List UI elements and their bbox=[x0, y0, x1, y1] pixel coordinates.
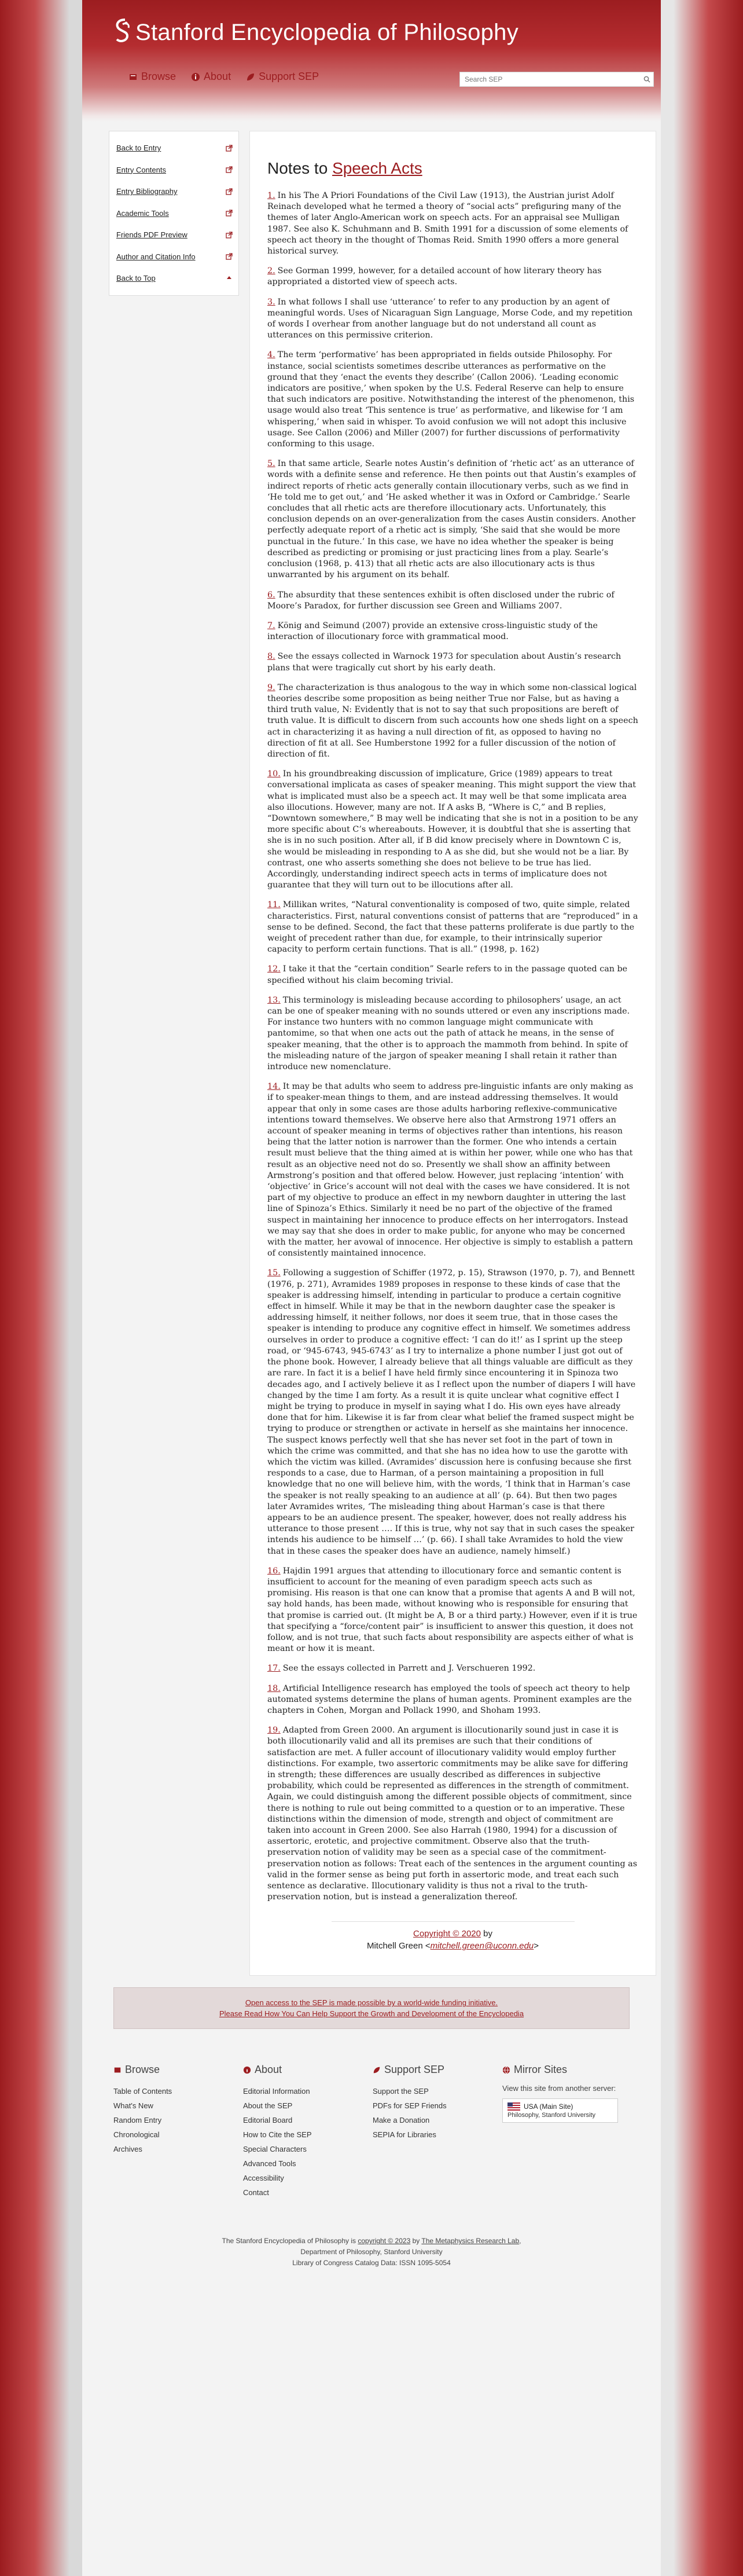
note-item bbox=[267, 590, 638, 612]
note-item bbox=[267, 995, 638, 1073]
note-text: In that same article, Searle notes Austin’s definition of ‘rhetic act’ as an utterance of words with a definite sense and reference. He then points out that Austin’s examples of indirect reports of rhetic acts generally contain illocutionary verbs, such as we find in ‘He told me to get out,’ and ‘He asked whether it was in Oxford or Cambridge.’ Searle concludes that all rhetic acts are therefore illocutionary acts. Unfortunately, this conclusion depends on an over-generalization from the cases Austin considers. Another perfectly adequate report of a rhetic act is simply, ‘She said that she would be more punctual in the future.’ In this case, we have no idea whether the speaker is being described as predicting or promising or just practicing lines from a play. Searle’s conclusion (1968, p. 413) that all rhetic acts are also illocutionary acts is thus unwarranted by his argument on its behalf. bbox=[267, 459, 636, 580]
note-text: This terminology is misleading because according to philosophers’ usage, an act can be one of speaker meaning with no sounds uttered or even any inscriptions made. For instance two hunters with no common language might communicate with pantomime, so that when one acts out the path of attack he means, in the sense of speaker meaning, that the other is to approach the mammoth from behind. In spite of the misleading nature of the jargon of speaker meaning I shall retain it rather than introduce new nomenclature. bbox=[267, 995, 630, 1072]
us-flag-icon bbox=[507, 2102, 520, 2111]
nav-about[interactable] bbox=[191, 71, 231, 83]
note-text: The term ‘performative’ has been appropriated in fields outside Philosophy. For instance, social scientists sometimes describe utterances as performative on the ground that they ‘enact the events they describe’ (Callon 2006). ‘Leading economic indicators are positive,’ when spoken by the U.S. Federal Reserve can help to ensure that such indicators are positive. Notwithstanding the interest of the phenomenon, this usage would also treat ‘This sentence is true’ as performative, and likewise for ‘I am whispering,’ when said in whisper. To avoid confusion we will not adopt this inclusive usage. See Callon (2006) and Miller (2007) for further discussions of performativity conforming to this usage. bbox=[267, 350, 635, 449]
sidebar-item-academic-tools[interactable] bbox=[115, 203, 233, 225]
footer-link-chronological[interactable]: Chronological bbox=[113, 2130, 160, 2140]
note-item bbox=[267, 900, 638, 955]
notes-list bbox=[267, 190, 638, 1903]
globe-icon bbox=[502, 2066, 510, 2074]
support-growth-link[interactable]: Please Read How You Can Help Support the Growth and Development of the Encyclopedia bbox=[219, 2009, 524, 2019]
note-item bbox=[267, 266, 638, 288]
external-link-icon bbox=[226, 210, 233, 216]
footer-col-support bbox=[373, 2064, 502, 2200]
leaf-icon bbox=[246, 72, 255, 82]
funding-initiative-link[interactable]: Open access to the SEP is made possible by a world-wide funding initiative. bbox=[245, 1998, 498, 2008]
footer-link-support-the-sep[interactable]: Support the SEP bbox=[373, 2087, 429, 2096]
external-link-icon bbox=[226, 188, 233, 195]
note-item bbox=[267, 350, 638, 450]
page-title bbox=[267, 159, 638, 178]
footer-browse-label: Browse bbox=[125, 2064, 160, 2076]
credits-issn: Library of Congress Catalog Data: ISSN 1095-5054 bbox=[292, 2259, 451, 2267]
credits-prefix: The Stanford Encyclopedia of Philosophy is bbox=[222, 2237, 358, 2245]
footer-link-archives[interactable]: Archives bbox=[113, 2145, 142, 2154]
search-icon bbox=[643, 76, 650, 83]
credits-divider bbox=[332, 1921, 575, 1922]
note-item bbox=[267, 458, 638, 581]
sidebar-item-entry-contents[interactable] bbox=[115, 159, 233, 181]
note-text: See the essays collected in Warnock 1973 for speculation about Austin’s research plans that were tragically cut short by his early death. bbox=[267, 652, 621, 673]
sidebar-item-label: Friends PDF Preview bbox=[116, 230, 187, 240]
footer-link-make-donation[interactable]: Make a Donation bbox=[373, 2116, 430, 2125]
credits-comma: , bbox=[519, 2237, 521, 2245]
sidebar-item-back-to-entry[interactable] bbox=[115, 137, 233, 159]
page bbox=[82, 0, 661, 2576]
note-item bbox=[267, 1663, 638, 1674]
footer-link-whats-new[interactable]: What's New bbox=[113, 2101, 153, 2111]
note-text: In his The A Priori Foundations of the Civil Law (1913), the Austrian jurist Adolf Reinach developed what he termed a theory of “social acts” prefiguring many of the themes of later Anglo-American work on speech acts. For an appraisal see Mulligan 1987. See also K. Schuhmann and B. Smith 1991 for a discussion of some elements of speech act theory in the thought of Thomas Reid. Smith 1990 offers a more general historical survey. bbox=[267, 191, 628, 256]
note-number-link[interactable]: 2. bbox=[267, 266, 275, 276]
search-button[interactable] bbox=[641, 73, 653, 86]
footer-link-how-to-cite[interactable]: How to Cite the SEP bbox=[243, 2130, 312, 2140]
note-text: See Gorman 1999, however, for a detailed account of how literary theory has appropriated a distorted view of speech acts. bbox=[267, 266, 602, 287]
note-item bbox=[267, 1725, 638, 1903]
book-icon bbox=[113, 2066, 122, 2074]
mirror-selected-label: USA (Main Site) bbox=[524, 2102, 573, 2111]
footer-mirror-label: Mirror Sites bbox=[514, 2064, 568, 2076]
footer-link-sepia-libraries[interactable]: SEPIA for Libraries bbox=[373, 2130, 436, 2140]
footer-link-advanced-tools[interactable]: Advanced Tools bbox=[243, 2159, 296, 2168]
sidebar-item-entry-bibliography[interactable] bbox=[115, 181, 233, 203]
note-text: See the essays collected in Parrett and J. Verschueren 1992. bbox=[282, 1664, 536, 1674]
note-item bbox=[267, 621, 638, 643]
info-icon bbox=[191, 72, 200, 82]
footer-browse-heading bbox=[113, 2064, 243, 2076]
footer-col-browse bbox=[113, 2064, 243, 2200]
sep-logo-icon bbox=[112, 17, 133, 47]
footer-support-heading bbox=[373, 2064, 502, 2076]
footer-link-contact[interactable]: Contact bbox=[243, 2188, 269, 2197]
entry-title-link[interactable]: Speech Acts bbox=[332, 159, 422, 177]
note-item bbox=[267, 1268, 638, 1557]
nav-about-label: About bbox=[204, 71, 231, 82]
note-number-link[interactable]: 15. bbox=[267, 1268, 281, 1278]
sidebar-item-label: Entry Contents bbox=[116, 165, 166, 174]
footer-link-editorial-board[interactable]: Editorial Board bbox=[243, 2116, 293, 2125]
credits-copyright-link[interactable]: copyright © 2023 bbox=[358, 2237, 411, 2245]
note-item bbox=[267, 769, 638, 891]
note-number-link[interactable]: 5. bbox=[267, 459, 275, 469]
nav-support[interactable] bbox=[246, 71, 319, 83]
footer-link-special-characters[interactable]: Special Characters bbox=[243, 2145, 307, 2154]
note-item bbox=[267, 297, 638, 342]
sidebar-item-label: Entry Bibliography bbox=[116, 187, 178, 196]
site-credits bbox=[82, 2236, 661, 2303]
sidebar-item-label: Academic Tools bbox=[116, 208, 169, 218]
nav-browse[interactable] bbox=[128, 71, 176, 83]
external-link-icon bbox=[226, 145, 233, 152]
site-logo[interactable] bbox=[112, 17, 518, 47]
info-icon bbox=[243, 2066, 251, 2074]
site-footer bbox=[113, 2064, 661, 2200]
mirror-note: View this site from another server: bbox=[502, 2084, 616, 2093]
sidebar-item-label: Back to Entry bbox=[116, 144, 161, 153]
external-link-icon bbox=[226, 232, 233, 238]
nav-browse-label: Browse bbox=[141, 71, 176, 82]
nav-support-label: Support SEP bbox=[259, 71, 319, 82]
support-banner bbox=[113, 1987, 630, 2029]
site-title: Stanford Encyclopedia of Philosophy bbox=[135, 19, 519, 45]
page-title-prefix: Notes to bbox=[267, 159, 333, 177]
note-text: König and Seimund (2007) provide an extensive cross-linguistic study of the interaction of illocutionary force with grammatical mood. bbox=[267, 621, 598, 642]
note-item bbox=[267, 964, 638, 986]
note-text: Adapted from Green 2000. An argument is illocutionarily sound just in case it is both illocutionarily valid and all its premises are such that their conditions of satisfaction are met. A fuller account of illocutionary validity would employ further distinctions. For example, two assertoric commitments may be alike save for differing in strength; these differences are usually described as differences in subjective probability, which could be represented as differences in the strength of commitment. Again, we could distinguish among the different possible objects of commitment, since there is nothing to rule out being committed to a question or to an imperative. These distinctions within the dimension of mode, strength and object of commitment are taken into account in Green 2000. See also Harrah (1980, 1994) for a discussion of assertoric, erotetic, and projective commitment. Observe also that the truth-preservation notion of validity may be seen as a special case of the commitment-preservation notion as follows: Treat each of the sentences in the argument counting as valid in the former sense as being put forth in assertoric mode, and treat each such sentence as declarative. Illocutionary validity is thus not a rival to the truth-preservation notion, but is instead a generalization thereof. bbox=[267, 1726, 638, 1902]
note-item bbox=[267, 1081, 638, 1259]
credits-by: by bbox=[410, 2237, 422, 2245]
note-text: The characterization is thus analogous to the way in which some non-classical logical theories describe some proposition as being neither True nor False, but as having a third truth value, N: Evidently that is not to say that such propositions are bereft of truth value. It is difficult to discern from such accounts how one sheds light on a speech act in characterizing it as having a null direction of fit, as opposed to having no direction of fit at all. See Humberstone 1992 for a fuller discussion of the notion of direction of fit. bbox=[267, 682, 638, 759]
copyright-by: by bbox=[480, 1929, 492, 1939]
note-number-link[interactable]: 8. bbox=[267, 652, 275, 662]
external-link-icon bbox=[226, 166, 233, 173]
footer-link-about-the-sep[interactable]: About the SEP bbox=[243, 2101, 293, 2111]
note-text: In his groundbreaking discussion of implicature, Grice (1989) appears to treat conversational implicata as cases of speaker meaning. This might support the view that what is implicated must also be a speech act. It may well be that some implicata area also illocutions. However, many are not. If A asks B, “Where is C,” and B replies, “Downtown somewhere,” B may well be indicating that she is not in a position to be any more specific about C’s whereabouts. However, it is doubtful that she is asserting that she is in no such position. After all, if B did know precisely where in Downtown C is, she would be misleading in responding to A as she did, but she would not be a liar. By contrast, one who asserts something she does not believe to be true has lied. Accordingly, understanding indirect speech acts in terms of implicature does not guarantee that they will turn out to be illocutions after all. bbox=[267, 769, 638, 890]
note-text: The absurdity that these sentences exhibit is often disclosed under the rubric of Moore’s Paradox, for further discussion see Green and Williams 2007. bbox=[267, 590, 615, 611]
note-number-link[interactable]: 16. bbox=[267, 1566, 281, 1576]
note-number-link[interactable]: 1. bbox=[267, 191, 275, 200]
note-number-link[interactable]: 17. bbox=[267, 1664, 281, 1674]
note-number-link[interactable]: 7. bbox=[267, 621, 275, 630]
footer-support-label: Support SEP bbox=[384, 2064, 445, 2076]
note-item bbox=[267, 190, 638, 257]
note-text: Hajdin 1991 argues that attending to illocutionary force and semantic content is insufficient to account for the meaning of even paradigm speech acts such as promising. His reason is that one can know that a promise that agents A and B will not, say hold hands, has been made, without knowing who is responsible for ensuring that that promise is carried out. (It might be A, B or a third party.) However, even if it is true that specifying a “force/content pair” is insufficient to answer this question, it does not follow, and is not true, that such facts about responsibility are aspects either of what is meant or how it is meant. bbox=[267, 1566, 638, 1654]
footer-about-heading bbox=[243, 2064, 373, 2076]
note-text: In what follows I shall use ‘utterance’ to refer to any production by an agent of meaningful words. Uses of Nicaraguan Sign Language, Morse Code, and my repetition of words I overhear from another language but do not understand all count as utterances on this permissive criterion. bbox=[267, 297, 633, 340]
mirror-selected-sub: Philosophy, Stanford University bbox=[507, 2112, 596, 2119]
footer-link-table-of-contents[interactable]: Table of Contents bbox=[113, 2087, 172, 2096]
note-number-link[interactable]: 3. bbox=[267, 297, 275, 307]
copyright-link[interactable]: Copyright © 2020 bbox=[413, 1929, 481, 1939]
note-item bbox=[267, 651, 638, 673]
site-header bbox=[82, 0, 661, 122]
mirror-selected-row bbox=[507, 2102, 613, 2111]
author-name: Mitchell Green bbox=[366, 1941, 423, 1951]
note-item bbox=[267, 1566, 638, 1655]
footer-link-editorial-information[interactable]: Editorial Information bbox=[243, 2087, 310, 2096]
notes-main bbox=[249, 131, 656, 1976]
note-number-link[interactable]: 9. bbox=[267, 682, 275, 692]
note-number-link[interactable]: 12. bbox=[267, 964, 281, 974]
note-text: It may be that adults who seem to address pre-linguistic infants are only making as if to speaker-mean things to them, and are instead addressing themselves. It would appear that only in some cases are those adults harboring reflexive-communicative intentions toward themselves. We observe here also that Armstrong 1971 offers an account of speaker meaning in terms of objectives rather than intentions, his reason being that the latter notion is narrower than the former. One who intends a certain result must believe that the thing aimed at is within her power, while one who has that result as an objective need not do so. Presently we shall show an affinity between Armstrong’s position and that offered below. However, just replacing ‘intention’ with ‘objective’ in Grice’s account will not deal with the cases we have considered. It is not part of my objective to produce an effect in my newborn daughter in uttering the last line of Spinoza’s Ethics. Similarly it need be no part of the objective of the framed suspect in maintaining her innocence to produce effects on her interrogators. Instead we may say that she does in order to make public, for anyone who may be concerned with the matter, her avowal of innocence. Her objective is simply to establish a pattern of consistently maintained innocence. bbox=[267, 1082, 634, 1258]
entry-credits: Copyright © 2020 by Mitchell Green <mitchell.green@uconn.edu> bbox=[267, 1921, 638, 1952]
footer-about-label: About bbox=[255, 2064, 282, 2076]
note-text: Millikan writes, “Natural conventionality is composed of two, quite simple, related characteristics. First, natural conventions consist of patterns that are “reproduced” in a sense to be defined. Second, the fact that these patterns proliferate is due partly to the weight of precedent rather than due, for example, to their intrinsically superior capacity to perform certain functions. That is all.” (1998, p. 162) bbox=[267, 900, 638, 955]
sidebar-item-back-to-top[interactable] bbox=[115, 267, 233, 289]
footer-link-pdfs-for-friends[interactable]: PDFs for SEP Friends bbox=[373, 2101, 447, 2111]
note-item bbox=[267, 682, 638, 760]
content-row bbox=[82, 131, 661, 1976]
arrow-up-icon bbox=[226, 275, 233, 282]
footer-link-random-entry[interactable]: Random Entry bbox=[113, 2116, 162, 2125]
note-number-link[interactable]: 18. bbox=[267, 1683, 281, 1693]
entry-sidebar bbox=[109, 131, 239, 296]
sidebar-item-label: Back to Top bbox=[116, 274, 156, 283]
note-number-link[interactable]: 10. bbox=[267, 769, 281, 779]
footer-mirror-heading bbox=[502, 2064, 632, 2076]
note-text: Following a suggestion of Schiffer (1972, p. 15), Strawson (1970, p. 7), and Bennett (1976, p. 271), Avramides 1989 proposes in response to these kinds of case that the speaker is addressing himself, intending in particular to produce a certain cognitive effect in himself. While it may be that in the newborn daughter case the speaker is addressing himself, it neither follows, nor does it seem true, that in those cases the speaker is intending to produce any cognitive effect in himself. We sometimes address ourselves in order to produce a cognitive effect: ‘I can do it!’ as I sprint up the steep road, or ‘945-6743, 945-6743’ as I try to internalize a phone number I just got out of the phone book. However, I already believe that all things valuable are difficult as they are rare. In fact it is a belief I have held firmly since encountering it in Spinoza two decades ago, and I actively believe it as I reflect upon the number of diapers I will have changed by the time I am forty. As a result it is quite unclear what cognitive effect I might be trying to produce in myself in saying what I do. His own eyes have already done that for him. Likewise it is far from clear what belief the framed suspect might be trying to produce or strengthen or activate in herself as she maintains her innocence. The suspect knows perfectly well that she has never set foot in the part of town in which the crime was committed, and that she has no idea how to use the garotte with which the victim was killed. (Avramides’ discussion here is confusing because she first responds to a case, due to Harman, of a person maintaining a proposition in full knowledge that no one will believe him, with the words, ‘I think that in Harman’s case the speaker is not really speaking to an audience at all’ (p. 64). But then two pages later Avramides writes, ‘The misleading thing about Harman’s case is that there appears to be an audience present. The speaker, however, does not really address his utterance to those present …. If this is true, why not say that in such cases the speaker intends his audience to be himself …’ (p. 66). I shall take Avramides to hold the view that in these cases the speaker does have an audience, namely himself.) bbox=[267, 1268, 636, 1556]
footer-col-mirror bbox=[502, 2064, 632, 2200]
sidebar-item-friends-pdf-preview[interactable] bbox=[115, 224, 233, 246]
leaf-icon bbox=[373, 2066, 381, 2074]
metaphysics-lab-link[interactable]: The Metaphysics Research Lab bbox=[421, 2237, 520, 2245]
footer-link-accessibility[interactable]: Accessibility bbox=[243, 2174, 284, 2183]
note-number-link[interactable]: 11. bbox=[267, 900, 281, 910]
sidebar-item-label: Author and Citation Info bbox=[116, 252, 196, 261]
note-number-link[interactable]: 4. bbox=[267, 350, 275, 360]
search-box bbox=[459, 72, 654, 87]
author-email-link[interactable]: mitchell.green@uconn.edu bbox=[430, 1941, 534, 1951]
note-text: Artificial Intelligence research has employed the tools of speech act theory to help automated systems determine the plans of human agents. Prominent examples are the chapters in Cohen, Morgan and Pollack 1990, and Shoham 1993. bbox=[267, 1683, 632, 1715]
mirror-select[interactable] bbox=[502, 2098, 618, 2123]
credits-department: Department of Philosophy, Stanford University bbox=[300, 2248, 443, 2256]
main-nav bbox=[128, 71, 319, 83]
note-number-link[interactable]: 14. bbox=[267, 1082, 281, 1092]
external-link-icon bbox=[226, 253, 233, 260]
note-number-link[interactable]: 13. bbox=[267, 995, 281, 1005]
sidebar-item-author-and-citation-info[interactable] bbox=[115, 246, 233, 268]
search-input[interactable] bbox=[460, 75, 641, 83]
note-number-link[interactable]: 19. bbox=[267, 1726, 281, 1735]
note-number-link[interactable]: 6. bbox=[267, 590, 275, 600]
footer-col-about bbox=[243, 2064, 373, 2200]
book-icon bbox=[128, 72, 138, 82]
note-item bbox=[267, 1683, 638, 1717]
note-text: I take it that the “certain condition” Searle refers to in the passage quoted can be specified without his claim becoming trivial. bbox=[267, 964, 628, 985]
